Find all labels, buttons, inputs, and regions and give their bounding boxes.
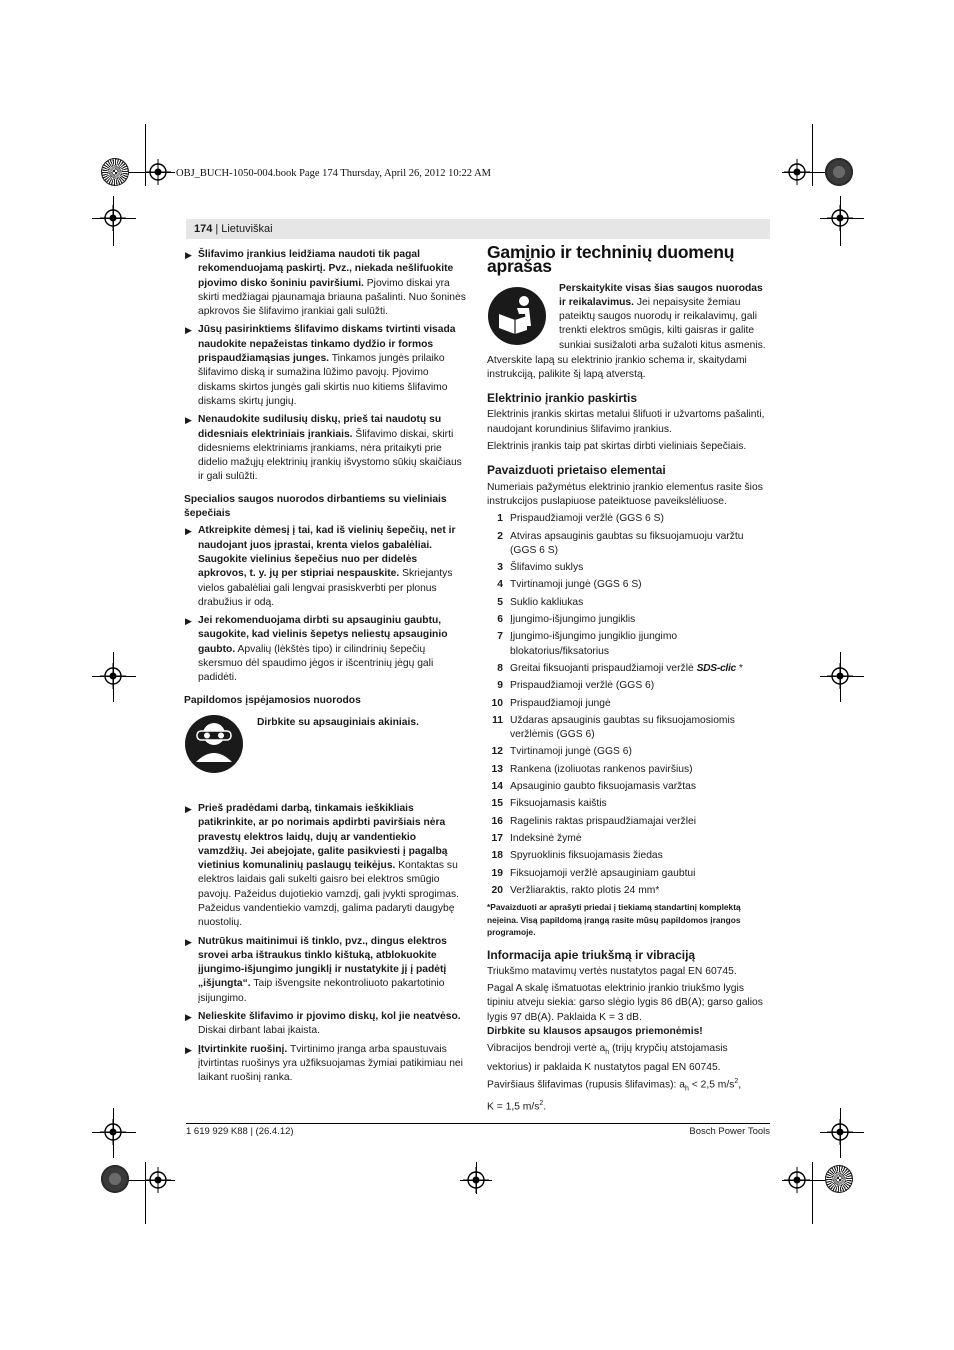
registration-mark-icon [145, 1167, 171, 1193]
goggles-notice [184, 714, 466, 802]
safety-bullet: ▶ Nenaudokite sudilusių diskų, prieš tai naudotų su didesniais elektriniais įrankiais. Šlifavimo diskai, skirti didesniems elektriniams įrankiams, nėra pritaikyti prie didelio mažųjų elektrinių įrankių išvystomo sūkių skaičiaus ir gali sulūžti. [185, 414, 462, 483]
list-item: 5 Suklio kakliukas [497, 596, 584, 608]
safety-bullet: ▶ Nelieskite šlifavimo ir pjovimo diskų, kol jie neatvėso. Diskai dirbant labai įkaista. [185, 1011, 461, 1037]
registration-mark-icon [100, 1119, 126, 1145]
vibration-paragraph: Vibracijos bendroji vertė $a_h$ (trijų krypčių atstojamasis vektorius) ir paklaida K nustatytos pagal EN 60745. [487, 1043, 728, 1073]
paragraph: Numeriais pažymėtus elektrinio įrankio elementus rasite šios instrukcijos puslapiuose pateiktuose paveikslėliuose. [487, 481, 763, 507]
color-wheel-icon [825, 158, 853, 186]
safety-bullet: ▶ Nutrūkus maitinimui iš tinklo, pvz., dingus elektros srovei arba ištraukus tinklo kištuką, atblokuokite įjungimo-išjungimo jungiklį ir nustatykite jį į padėtį „išjungta“. Taip išvengsite nekontroliuoto pakartotinio įsijungimo. [185, 935, 447, 1004]
paragraph: Pagal A skalę išmatuotas elektrinio įrankio triukšmo lygis tipiniu atveju siekia: garso slėgio lygis 86 dB(A); garso galios lygis 97 dB(A). Paklaida K = 3 dB. [487, 983, 763, 1023]
color-wheel-icon [825, 1165, 853, 1193]
registration-mark-icon [784, 1167, 810, 1193]
color-wheel-icon [101, 1165, 129, 1193]
list-item: 12 Tvirtinamoji jungė (GGS 6) [491, 746, 632, 758]
footer-divider [186, 1123, 770, 1124]
list-item: 18 Spyruoklinis fiksuojamasis žiedas [491, 850, 663, 862]
list-item: 4 Tvirtinamoji jungė (GGS 6 S) [497, 579, 642, 591]
safety-bullet: ▶ Įtvirtinkite ruošinį. Tvirtinimo įranga arba spaustuvais įtvirtintas ruošinys yra užfiksuojamas žymiai patikimiau nei laikant ruošinį ranka. [185, 1043, 463, 1084]
subsection-heading: Elektrinio įrankio paskirtis [487, 391, 638, 406]
bullet-arrow-icon: ▶ [185, 250, 192, 260]
list-item: 6 Įjungimo-išjungimo jungiklis [497, 614, 636, 626]
paragraph: Elektrinis įrankis taip pat skirtas dirbti vieliniais šepečiais. [487, 441, 747, 453]
registration-mark-icon [145, 159, 171, 185]
page-header [186, 219, 770, 239]
read-manual-icon [487, 286, 547, 346]
list-item: 7 Įjungimo-išjungimo jungiklio įjungimo blokatorius/fiksatorius [497, 631, 678, 657]
elements-list [487, 512, 771, 898]
list-item: 9 Prispaudžiamoji veržlė (GGS 6) [497, 680, 655, 692]
registration-mark-icon [100, 205, 126, 231]
registration-mark-icon [827, 1119, 853, 1145]
registration-mark-icon [100, 663, 126, 689]
registration-mark-icon [463, 1167, 489, 1193]
bullet-arrow-icon: ▶ [185, 325, 192, 336]
footer-document-code: 1 619 929 K88 | (26.4.12) [186, 1126, 294, 1137]
right-column [487, 242, 771, 1118]
bullet-arrow-icon: ▶ [185, 1044, 192, 1055]
bullet-arrow-icon: ▶ [185, 936, 192, 947]
safety-bullet: ▶ Šlifavimo įrankius leidžiama naudoti tik pagal rekomenduojamą paskirtį. Pvz., niekada nešlifuokite pjovimo disko šoniniu paviršiumi. Pjovimo diskai yra skirti medžiagai pjaunamąja briauna pašalinti. Nuo šoninės apkrovos šie šlifavimo įrankiai gali sulūžti. [185, 249, 466, 318]
registration-mark-icon [827, 205, 853, 231]
list-item: 14 Apsauginio gaubto fiksuojamasis varžtas [491, 781, 697, 793]
registration-mark-icon [784, 159, 810, 185]
sds-clic-logo: SDS-clic [696, 662, 736, 674]
paragraph: Triukšmo matavimų vertės nustatytos pagal EN 60745. [487, 965, 737, 977]
safety-goggles-icon [184, 714, 244, 774]
list-item: 11 Uždaras apsauginis gaubtas su fiksuojamosiomis veržlėmis (GGS 6) [492, 714, 735, 741]
list-item: 1 Prispaudžiamoji veržlė (GGS 6 S) [497, 513, 664, 525]
subsection-heading: Informacija apie triukšmą ir vibraciją [487, 947, 696, 962]
list-item: 16 Ragelinis raktas prispaudžiamajai veržlei [491, 815, 696, 827]
bullet-arrow-icon: ▶ [185, 415, 192, 426]
vibration-values: Paviršiaus šlifavimas (rupusis šlifavimas): $a_h < 2,5$ $m/s^2$, K = 1,5 $m/s^2$. [487, 1078, 742, 1113]
page-number: 174 [194, 223, 213, 235]
bullet-arrow-icon: ▶ [185, 803, 192, 814]
paragraph: Elektrinis įrankis skirtas metalui šlifuoti ir užvartoms pašalinti, naudojant korundinius šlifavimo įrankius. [487, 409, 765, 435]
list-item: 8 Greitai fiksuojanti prispaudžiamoji veržlė SDS-clic * [497, 662, 743, 674]
bullet-arrow-icon: ▶ [185, 1012, 192, 1023]
list-item: 2 Atviras apsauginis gaubtas su fiksuojamuoju varžtu (GGS 6 S) [497, 530, 744, 556]
print-info-line: OBJ_BUCH-1050-004.book Page 174 Thursday, April 26, 2012 10:22 AM [176, 168, 491, 179]
bullet-arrow-icon: ▶ [185, 616, 192, 627]
color-wheel-icon [101, 158, 129, 186]
section-title: Gaminio ir techninių duomenų aprašas [487, 242, 735, 277]
subsection-heading: Pavaizduoti prietaiso elementai [487, 463, 666, 478]
header-separator: | [215, 223, 219, 235]
bullet-arrow-icon: ▶ [185, 526, 192, 537]
registration-mark-icon [827, 663, 853, 689]
safety-bullet: ▶ Jūsų pasirinktiems šlifavimo diskams tvirtinti visada naudokite nepažeistas tinkamo dydžio ir formos prispaudžiamąsias junges. Tinkamos jungės prilaiko šlifavimo diską ir sumažina lūžimo pavojų. Pjovimo diskams skirtos jungės gali skirtis nuo kitiems šlifavimo diskams skirtų jungių. [185, 324, 456, 407]
list-item: 15 Fiksuojamasis kaištis [491, 798, 607, 810]
section-heading: Papildomos įspėjamosios nuorodos [184, 694, 361, 706]
read-instructions-notice: Perskaitykite visas šias saugos nuorodas ir reikalavimus. Jei nepaisysite žemiau pateiktų saugos nuorodų ir reikalavimų, gali trenkti elektros smūgis, kilti gaisras ir galite sunkiai susižaloti arba sužaloti kitus asmenis. [487, 282, 771, 354]
list-item: 19 Fiksuojamoji veržlė apsauginiam gaubtui [491, 867, 696, 879]
goggles-text: Dirbkite su apsauginiais akiniais. [257, 716, 419, 728]
fold-out-note: Atverskite lapą su elektrinio įrankio schema ir, skaitydami instrukciją, palikite šį lapą atverstą. [487, 354, 747, 380]
left-column [184, 248, 466, 1090]
list-item: 20 Veržliaraktis, rakto plotis 24 mm* [491, 884, 660, 896]
list-item: 17 Indeksinė žymė [491, 832, 582, 844]
safety-bullet: ▶ Jei rekomenduojama dirbti su apsauginiu gaubtu, saugokite, kad vielinis šepetys neliestų apsauginio gaubto. Apvalių (lėkštės tipo) ir cilindrinių šepečių skersmuo dėl spaudimo jėgos ir išcentrinių jėgų gali padidėti. [185, 615, 448, 684]
header-language: Lietuviškai [221, 223, 273, 235]
safety-bullet: ▶ Prieš pradėdami darbą, tinkamais ieškikliais patikrinkite, ar po norimais apdirbti paviršiais nėra pravestų elektros laidų, dujų ar vandentiekio vamzdžių. Jei abejojate, galite pasikviesti į pagalbą vietinius komunalinių paslaugų teikėjus. Kontaktas su elektros laidais gali sukelti gaisro bei elektros smūgio pavojų. Pažeidus dujotiekio vamzdį, gali įvykti sprogimas. Pažeidus vandentiekio vamzdį, galima padaryti daugybę nuostolių. [185, 802, 459, 929]
section-heading: Specialios saugos nuorodos dirbantiems su vieliniais šepečiais [184, 493, 447, 520]
list-item: 13 Rankena (izoliuotas rankenos paviršius) [491, 763, 693, 775]
footer-brand: Bosch Power Tools [689, 1126, 770, 1137]
safety-bullet: ▶ Atkreipkite dėmesį į tai, kad iš vielinių šepečių, net ir naudojant juos įprastai, krenta vielos gabalėliai. Saugokite vielinius šepečius nuo per didelės apkrovos, t. y. jų per stipriai nespauskite. Skriejantys vielos gabalėliai gali lengvai prasiskverbti per plonus drabužius ir odą. [185, 525, 456, 608]
list-item: 3 Šlifavimo suklys [497, 562, 584, 574]
hearing-protection-note: Dirbkite su klausos apsaugos priemonėmis! [487, 1026, 703, 1038]
list-item: 10 Prispaudžiamoji jungė [491, 697, 611, 709]
accessories-footnote: *Pavaizduoti ar aprašyti priedai į tiekiamą standartinį komplektą neįeina. Visą papildomą įrangą rasite mūsų papildomos įrangos programoje. [487, 902, 741, 938]
